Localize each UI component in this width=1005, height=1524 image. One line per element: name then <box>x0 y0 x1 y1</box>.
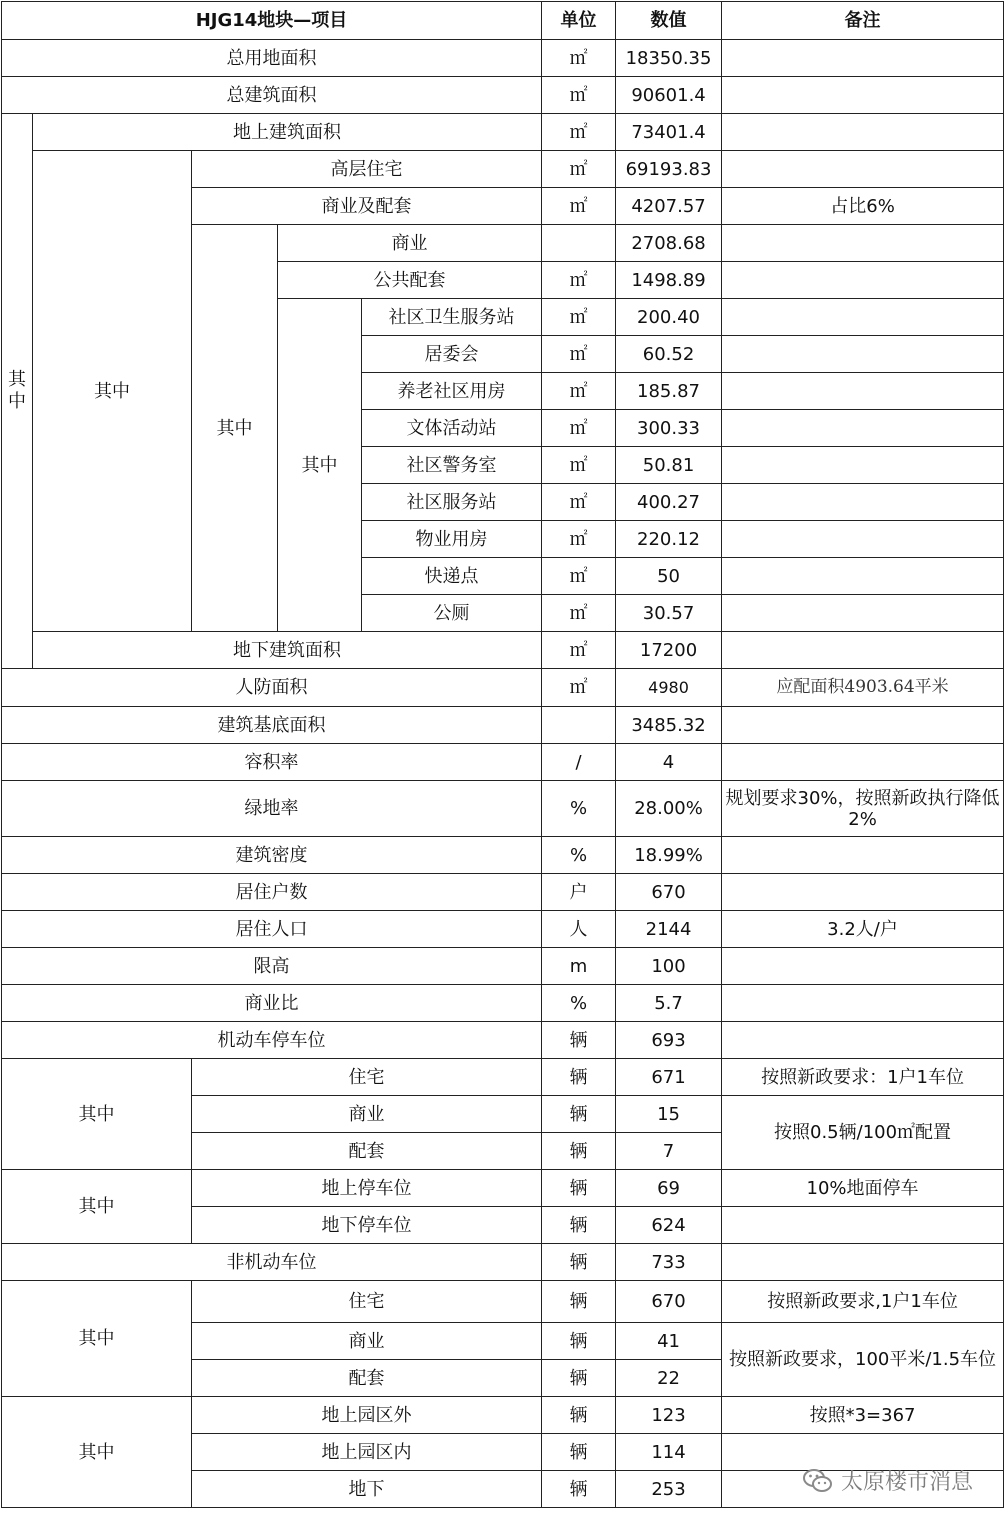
row-unit: 辆 <box>542 1281 616 1323</box>
row-note <box>722 299 1004 336</box>
row-unit: ㎡ <box>542 447 616 484</box>
row-unit: m <box>542 948 616 985</box>
row-unit: ㎡ <box>542 669 616 707</box>
row-value: 1498.89 <box>616 262 722 299</box>
row-note: 按照新政要求，100平米/1.5车位 <box>722 1323 1004 1397</box>
row-note <box>722 744 1004 781</box>
row-unit: / <box>542 744 616 781</box>
row-label: 限高 <box>2 948 542 985</box>
row-label: 文体活动站 <box>362 410 542 447</box>
row-value: 693 <box>616 1022 722 1059</box>
row-label: 建筑基底面积 <box>2 707 542 744</box>
row-note <box>722 837 1004 874</box>
row-note <box>722 484 1004 521</box>
row-label: 地下建筑面积 <box>33 632 542 669</box>
row-note <box>722 447 1004 484</box>
row-label: 总用地面积 <box>2 40 542 77</box>
wechat-icon <box>803 1468 833 1494</box>
group-label: 其中 <box>278 299 362 632</box>
row-value: 670 <box>616 1281 722 1323</box>
row-label: 公共配套 <box>278 262 542 299</box>
row-value: 60.52 <box>616 336 722 373</box>
row-value: 624 <box>616 1207 722 1244</box>
row-label: 建筑密度 <box>2 837 542 874</box>
row-unit: 辆 <box>542 1323 616 1360</box>
row-value: 100 <box>616 948 722 985</box>
row-label: 养老社区用房 <box>362 373 542 410</box>
row-note <box>722 985 1004 1022</box>
row-value: 18350.35 <box>616 40 722 77</box>
row-value: 5.7 <box>616 985 722 1022</box>
row-unit: ㎡ <box>542 484 616 521</box>
row-label: 商业比 <box>2 985 542 1022</box>
row-unit: ㎡ <box>542 632 616 669</box>
table-row <box>2 874 1004 911</box>
row-note <box>722 595 1004 632</box>
table-row <box>2 837 1004 874</box>
row-value: 185.87 <box>616 373 722 410</box>
row-unit: % <box>542 985 616 1022</box>
row-label: 机动车停车位 <box>2 1022 542 1059</box>
row-note <box>722 336 1004 373</box>
row-unit: ㎡ <box>542 151 616 188</box>
row-unit: 辆 <box>542 1244 616 1281</box>
row-unit: 户 <box>542 874 616 911</box>
row-value: 7 <box>616 1133 722 1170</box>
row-label: 居住人口 <box>2 911 542 948</box>
group-label: 其中 <box>2 1281 192 1397</box>
header-note: 备注 <box>722 2 1004 40</box>
table-row <box>2 1397 1004 1434</box>
group-label: 其中 <box>33 151 192 632</box>
row-unit: ㎡ <box>542 521 616 558</box>
row-value: 30.57 <box>616 595 722 632</box>
row-note: 按照新政要求,1户1车位 <box>722 1281 1004 1323</box>
row-value: 2708.68 <box>616 225 722 262</box>
row-label: 商业及配套 <box>192 188 542 225</box>
row-unit: ㎡ <box>542 595 616 632</box>
row-label: 商业 <box>192 1096 542 1133</box>
row-value: 670 <box>616 874 722 911</box>
row-value: 28.00% <box>616 781 722 837</box>
row-value: 4 <box>616 744 722 781</box>
row-unit: 辆 <box>542 1096 616 1133</box>
row-unit <box>542 225 616 262</box>
row-unit: 辆 <box>542 1022 616 1059</box>
row-note: 按照0.5辆/100㎡配置 <box>722 1096 1004 1170</box>
row-note <box>722 1244 1004 1281</box>
table-row <box>2 1244 1004 1281</box>
row-label: 地上停车位 <box>192 1170 542 1207</box>
row-value: 4207.57 <box>616 188 722 225</box>
row-label: 人防面积 <box>2 669 542 707</box>
group-label: 其中 <box>192 225 278 632</box>
table-row <box>2 1281 1004 1323</box>
row-value: 123 <box>616 1397 722 1434</box>
row-note <box>722 1207 1004 1244</box>
row-unit: ㎡ <box>542 410 616 447</box>
row-unit: 辆 <box>542 1133 616 1170</box>
row-note: 3.2人/户 <box>722 911 1004 948</box>
row-unit: % <box>542 781 616 837</box>
row-label: 配套 <box>192 1360 542 1397</box>
row-label: 地上园区外 <box>192 1397 542 1434</box>
project-table <box>1 1 1004 1508</box>
row-note: 按照*3=367 <box>722 1397 1004 1434</box>
row-note <box>722 410 1004 447</box>
row-note: 规划要求30%，按照新政执行降低2% <box>722 781 1004 837</box>
row-label: 地下停车位 <box>192 1207 542 1244</box>
row-label: 快递点 <box>362 558 542 595</box>
row-value: 50.81 <box>616 447 722 484</box>
row-label: 居住户数 <box>2 874 542 911</box>
row-note <box>722 948 1004 985</box>
watermark <box>803 1465 973 1496</box>
row-note <box>722 77 1004 114</box>
row-value: 671 <box>616 1059 722 1096</box>
table-row <box>2 1170 1004 1207</box>
row-label: 高层住宅 <box>192 151 542 188</box>
row-value: 400.27 <box>616 484 722 521</box>
table-row <box>2 151 1004 188</box>
row-note <box>722 558 1004 595</box>
row-unit: 辆 <box>542 1207 616 1244</box>
table-row <box>2 77 1004 114</box>
row-label: 商业 <box>278 225 542 262</box>
row-unit: ㎡ <box>542 40 616 77</box>
row-value: 733 <box>616 1244 722 1281</box>
row-value: 15 <box>616 1096 722 1133</box>
table-row <box>2 632 1004 669</box>
row-note <box>722 521 1004 558</box>
table-row <box>2 1059 1004 1096</box>
row-label: 社区卫生服务站 <box>362 299 542 336</box>
row-unit: ㎡ <box>542 188 616 225</box>
row-unit: ㎡ <box>542 114 616 151</box>
row-note <box>722 114 1004 151</box>
row-note <box>722 632 1004 669</box>
table-row <box>2 744 1004 781</box>
row-label: 总建筑面积 <box>2 77 542 114</box>
row-unit: 辆 <box>542 1434 616 1471</box>
row-label: 地上园区内 <box>192 1434 542 1471</box>
row-unit: ㎡ <box>542 77 616 114</box>
row-label: 住宅 <box>192 1281 542 1323</box>
row-value: 73401.4 <box>616 114 722 151</box>
row-note <box>722 874 1004 911</box>
row-label: 公厕 <box>362 595 542 632</box>
row-label: 居委会 <box>362 336 542 373</box>
row-unit: ㎡ <box>542 262 616 299</box>
row-unit: 辆 <box>542 1360 616 1397</box>
row-unit: % <box>542 837 616 874</box>
row-value: 41 <box>616 1323 722 1360</box>
row-unit <box>542 707 616 744</box>
header-value: 数值 <box>616 2 722 40</box>
header-item: HJG14地块—项目 <box>2 2 542 40</box>
row-note: 10%地面停车 <box>722 1170 1004 1207</box>
row-label: 绿地率 <box>2 781 542 837</box>
row-value: 2144 <box>616 911 722 948</box>
row-value: 4980 <box>616 669 722 707</box>
table-row <box>2 669 1004 707</box>
row-value: 253 <box>616 1471 722 1508</box>
row-note <box>722 262 1004 299</box>
row-label: 配套 <box>192 1133 542 1170</box>
row-unit: ㎡ <box>542 558 616 595</box>
row-label: 社区服务站 <box>362 484 542 521</box>
row-note <box>722 151 1004 188</box>
table-row <box>2 40 1004 77</box>
row-unit: ㎡ <box>542 336 616 373</box>
table-row <box>2 707 1004 744</box>
row-note: 应配面积4903.64平米 <box>722 669 1004 707</box>
row-label: 地下 <box>192 1471 542 1508</box>
row-note: 占比6% <box>722 188 1004 225</box>
row-note <box>722 40 1004 77</box>
row-unit: ㎡ <box>542 373 616 410</box>
vertical-group-label: 其中 <box>2 114 33 669</box>
row-note <box>722 373 1004 410</box>
row-label: 地上建筑面积 <box>33 114 542 151</box>
table-row <box>2 781 1004 837</box>
row-unit: 辆 <box>542 1059 616 1096</box>
watermark-text: 太原楼市消息 <box>840 1470 973 1495</box>
row-value: 220.12 <box>616 521 722 558</box>
header-unit: 单位 <box>542 2 616 40</box>
row-label: 物业用房 <box>362 521 542 558</box>
row-value: 17200 <box>616 632 722 669</box>
row-value: 50 <box>616 558 722 595</box>
row-note <box>722 707 1004 744</box>
row-value: 18.99% <box>616 837 722 874</box>
row-value: 69 <box>616 1170 722 1207</box>
row-label: 容积率 <box>2 744 542 781</box>
group-label: 其中 <box>2 1170 192 1244</box>
group-label: 其中 <box>2 1397 192 1508</box>
row-unit: ㎡ <box>542 299 616 336</box>
table-row <box>2 948 1004 985</box>
table-row <box>2 985 1004 1022</box>
row-label: 社区警务室 <box>362 447 542 484</box>
row-note <box>722 1022 1004 1059</box>
table-row <box>2 114 1004 151</box>
table-row <box>2 1022 1004 1059</box>
row-value: 114 <box>616 1434 722 1471</box>
row-value: 3485.32 <box>616 707 722 744</box>
group-label: 其中 <box>2 1059 192 1170</box>
row-value: 90601.4 <box>616 77 722 114</box>
header-row <box>2 2 1004 40</box>
row-unit: 辆 <box>542 1397 616 1434</box>
row-unit: 辆 <box>542 1170 616 1207</box>
row-value: 22 <box>616 1360 722 1397</box>
row-label: 非机动车位 <box>2 1244 542 1281</box>
table-row <box>2 911 1004 948</box>
row-unit: 人 <box>542 911 616 948</box>
row-unit: 辆 <box>542 1471 616 1508</box>
row-value: 300.33 <box>616 410 722 447</box>
row-label: 商业 <box>192 1323 542 1360</box>
row-note: 按照新政要求：1户1车位 <box>722 1059 1004 1096</box>
row-label: 住宅 <box>192 1059 542 1096</box>
row-value: 69193.83 <box>616 151 722 188</box>
row-note <box>722 225 1004 262</box>
row-value: 200.40 <box>616 299 722 336</box>
